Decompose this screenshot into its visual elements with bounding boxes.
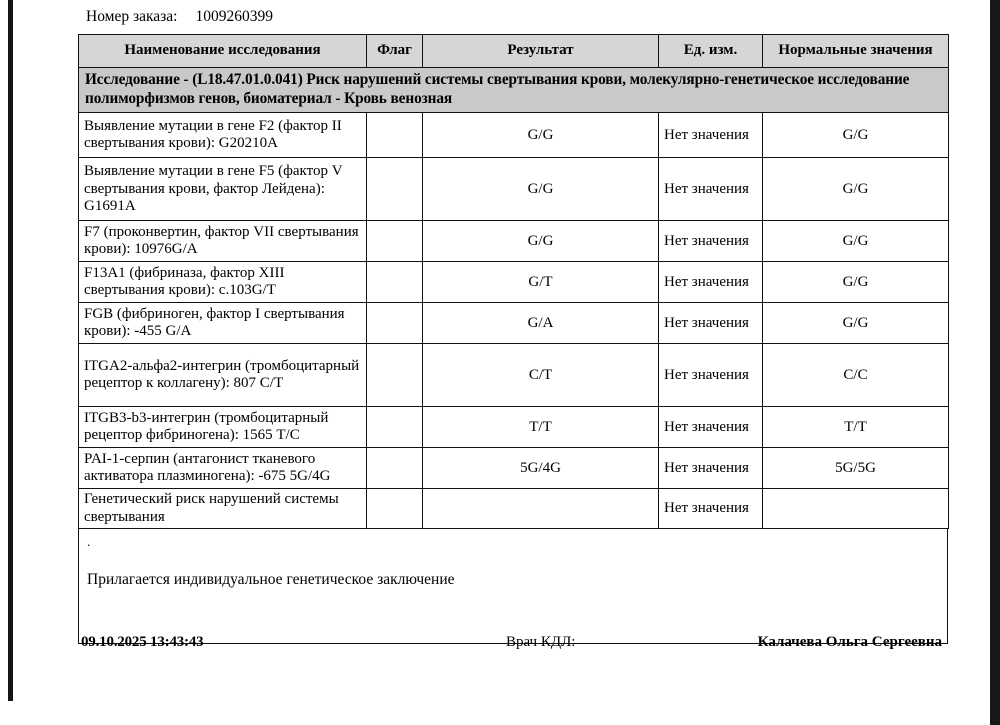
- cell-unit: Нет значения: [659, 344, 763, 407]
- table-row: [79, 344, 949, 407]
- notes-text: Прилагается индивидуальное генетическое заключение: [87, 571, 455, 589]
- cell-norm: C/C: [763, 344, 949, 407]
- table-row: [79, 113, 949, 158]
- cell-result: G/A: [423, 303, 659, 344]
- cell-flag: [367, 344, 423, 407]
- cell-flag: [367, 262, 423, 303]
- cell-unit: Нет значения: [659, 489, 763, 529]
- table-row: [79, 262, 949, 303]
- order-number-line: [78, 0, 950, 34]
- table-row: [79, 221, 949, 262]
- cell-name: FGB (фибриноген, фактор I свертывания крови): -455 G/A: [79, 303, 367, 344]
- cell-name: F13A1 (фибриназа, фактор XIII свертывания крови): c.103G/T: [79, 262, 367, 303]
- cell-flag: [367, 158, 423, 221]
- cell-norm: G/G: [763, 113, 949, 158]
- cell-result: G/G: [423, 158, 659, 221]
- cell-result: G/G: [423, 113, 659, 158]
- column-header-flag: Флаг: [367, 35, 423, 68]
- scan-edge-right: [990, 0, 1000, 725]
- cell-result: 5G/4G: [423, 448, 659, 489]
- notes-dot: .: [87, 534, 91, 550]
- section-title-row: [79, 68, 949, 113]
- page-footer: [78, 634, 950, 658]
- cell-name: F7 (проконвертин, фактор VII свертывания крови): 10976G/A: [79, 221, 367, 262]
- cell-flag: [367, 407, 423, 448]
- cell-name: ITGA2-альфа2-интегрин (тромбоцитарный рецептор к коллагену): 807 C/T: [79, 344, 367, 407]
- cell-norm: G/G: [763, 158, 949, 221]
- cell-norm: T/T: [763, 407, 949, 448]
- scan-edge-left: [8, 0, 13, 701]
- cell-result: G/G: [423, 221, 659, 262]
- cell-result: G/T: [423, 262, 659, 303]
- results-table-body: [79, 68, 949, 529]
- column-header-unit: Ед. изм.: [659, 35, 763, 68]
- table-row: [79, 489, 949, 529]
- column-header-result: Результат: [423, 35, 659, 68]
- cell-flag: [367, 489, 423, 529]
- cell-name: Выявление мутации в гене F5 (фактор V свертывания крови, фактор Лейдена): G1691A: [79, 158, 367, 221]
- order-number-value: 1009260399: [195, 8, 273, 25]
- order-number-label: Номер заказа:: [86, 8, 178, 25]
- cell-norm: G/G: [763, 303, 949, 344]
- cell-unit: Нет значения: [659, 262, 763, 303]
- cell-norm: G/G: [763, 262, 949, 303]
- cell-norm: G/G: [763, 221, 949, 262]
- cell-flag: [367, 113, 423, 158]
- column-header-norm: Нормальные значения: [763, 35, 949, 68]
- cell-result: [423, 489, 659, 529]
- table-row: [79, 407, 949, 448]
- cell-norm: 5G/5G: [763, 448, 949, 489]
- cell-unit: Нет значения: [659, 221, 763, 262]
- section-title: Исследование - (L18.47.01.0.041) Риск нарушений системы свертывания крови, молекулярно-генетическое исследование полиморфизмов генов, биоматериал - Кровь венозная: [79, 68, 949, 113]
- footer-datetime: 09.10.2025 13:43:43: [81, 634, 204, 650]
- cell-unit: Нет значения: [659, 113, 763, 158]
- cell-unit: Нет значения: [659, 158, 763, 221]
- cell-unit: Нет значения: [659, 407, 763, 448]
- cell-name: ITGB3-b3-интегрин (тромбоцитарный рецептор фибриногена): 1565 T/C: [79, 407, 367, 448]
- column-header-name: Наименование исследования: [79, 35, 367, 68]
- footer-doctor-name: Калачева Ольга Сергеевна: [757, 634, 942, 650]
- cell-result: C/T: [423, 344, 659, 407]
- cell-flag: [367, 448, 423, 489]
- cell-result: T/T: [423, 407, 659, 448]
- table-header-row: [79, 35, 949, 68]
- cell-flag: [367, 303, 423, 344]
- table-row: [79, 448, 949, 489]
- cell-norm: [763, 489, 949, 529]
- report-page: [78, 0, 950, 644]
- cell-name: Выявление мутации в гене F2 (фактор II свертывания крови): G20210A: [79, 113, 367, 158]
- cell-flag: [367, 221, 423, 262]
- cell-unit: Нет значения: [659, 448, 763, 489]
- results-table-header: [79, 35, 949, 68]
- results-table: [78, 34, 949, 529]
- table-row: [79, 303, 949, 344]
- cell-name: Генетический риск нарушений системы свертывания: [79, 489, 367, 529]
- cell-unit: Нет значения: [659, 303, 763, 344]
- table-row: [79, 158, 949, 221]
- notes-box: [78, 529, 948, 644]
- footer-doctor-label: Врач КДЛ:: [506, 634, 576, 650]
- cell-name: PAI-1-серпин (антагонист тканевого активатора плазминогена): -675 5G/4G: [79, 448, 367, 489]
